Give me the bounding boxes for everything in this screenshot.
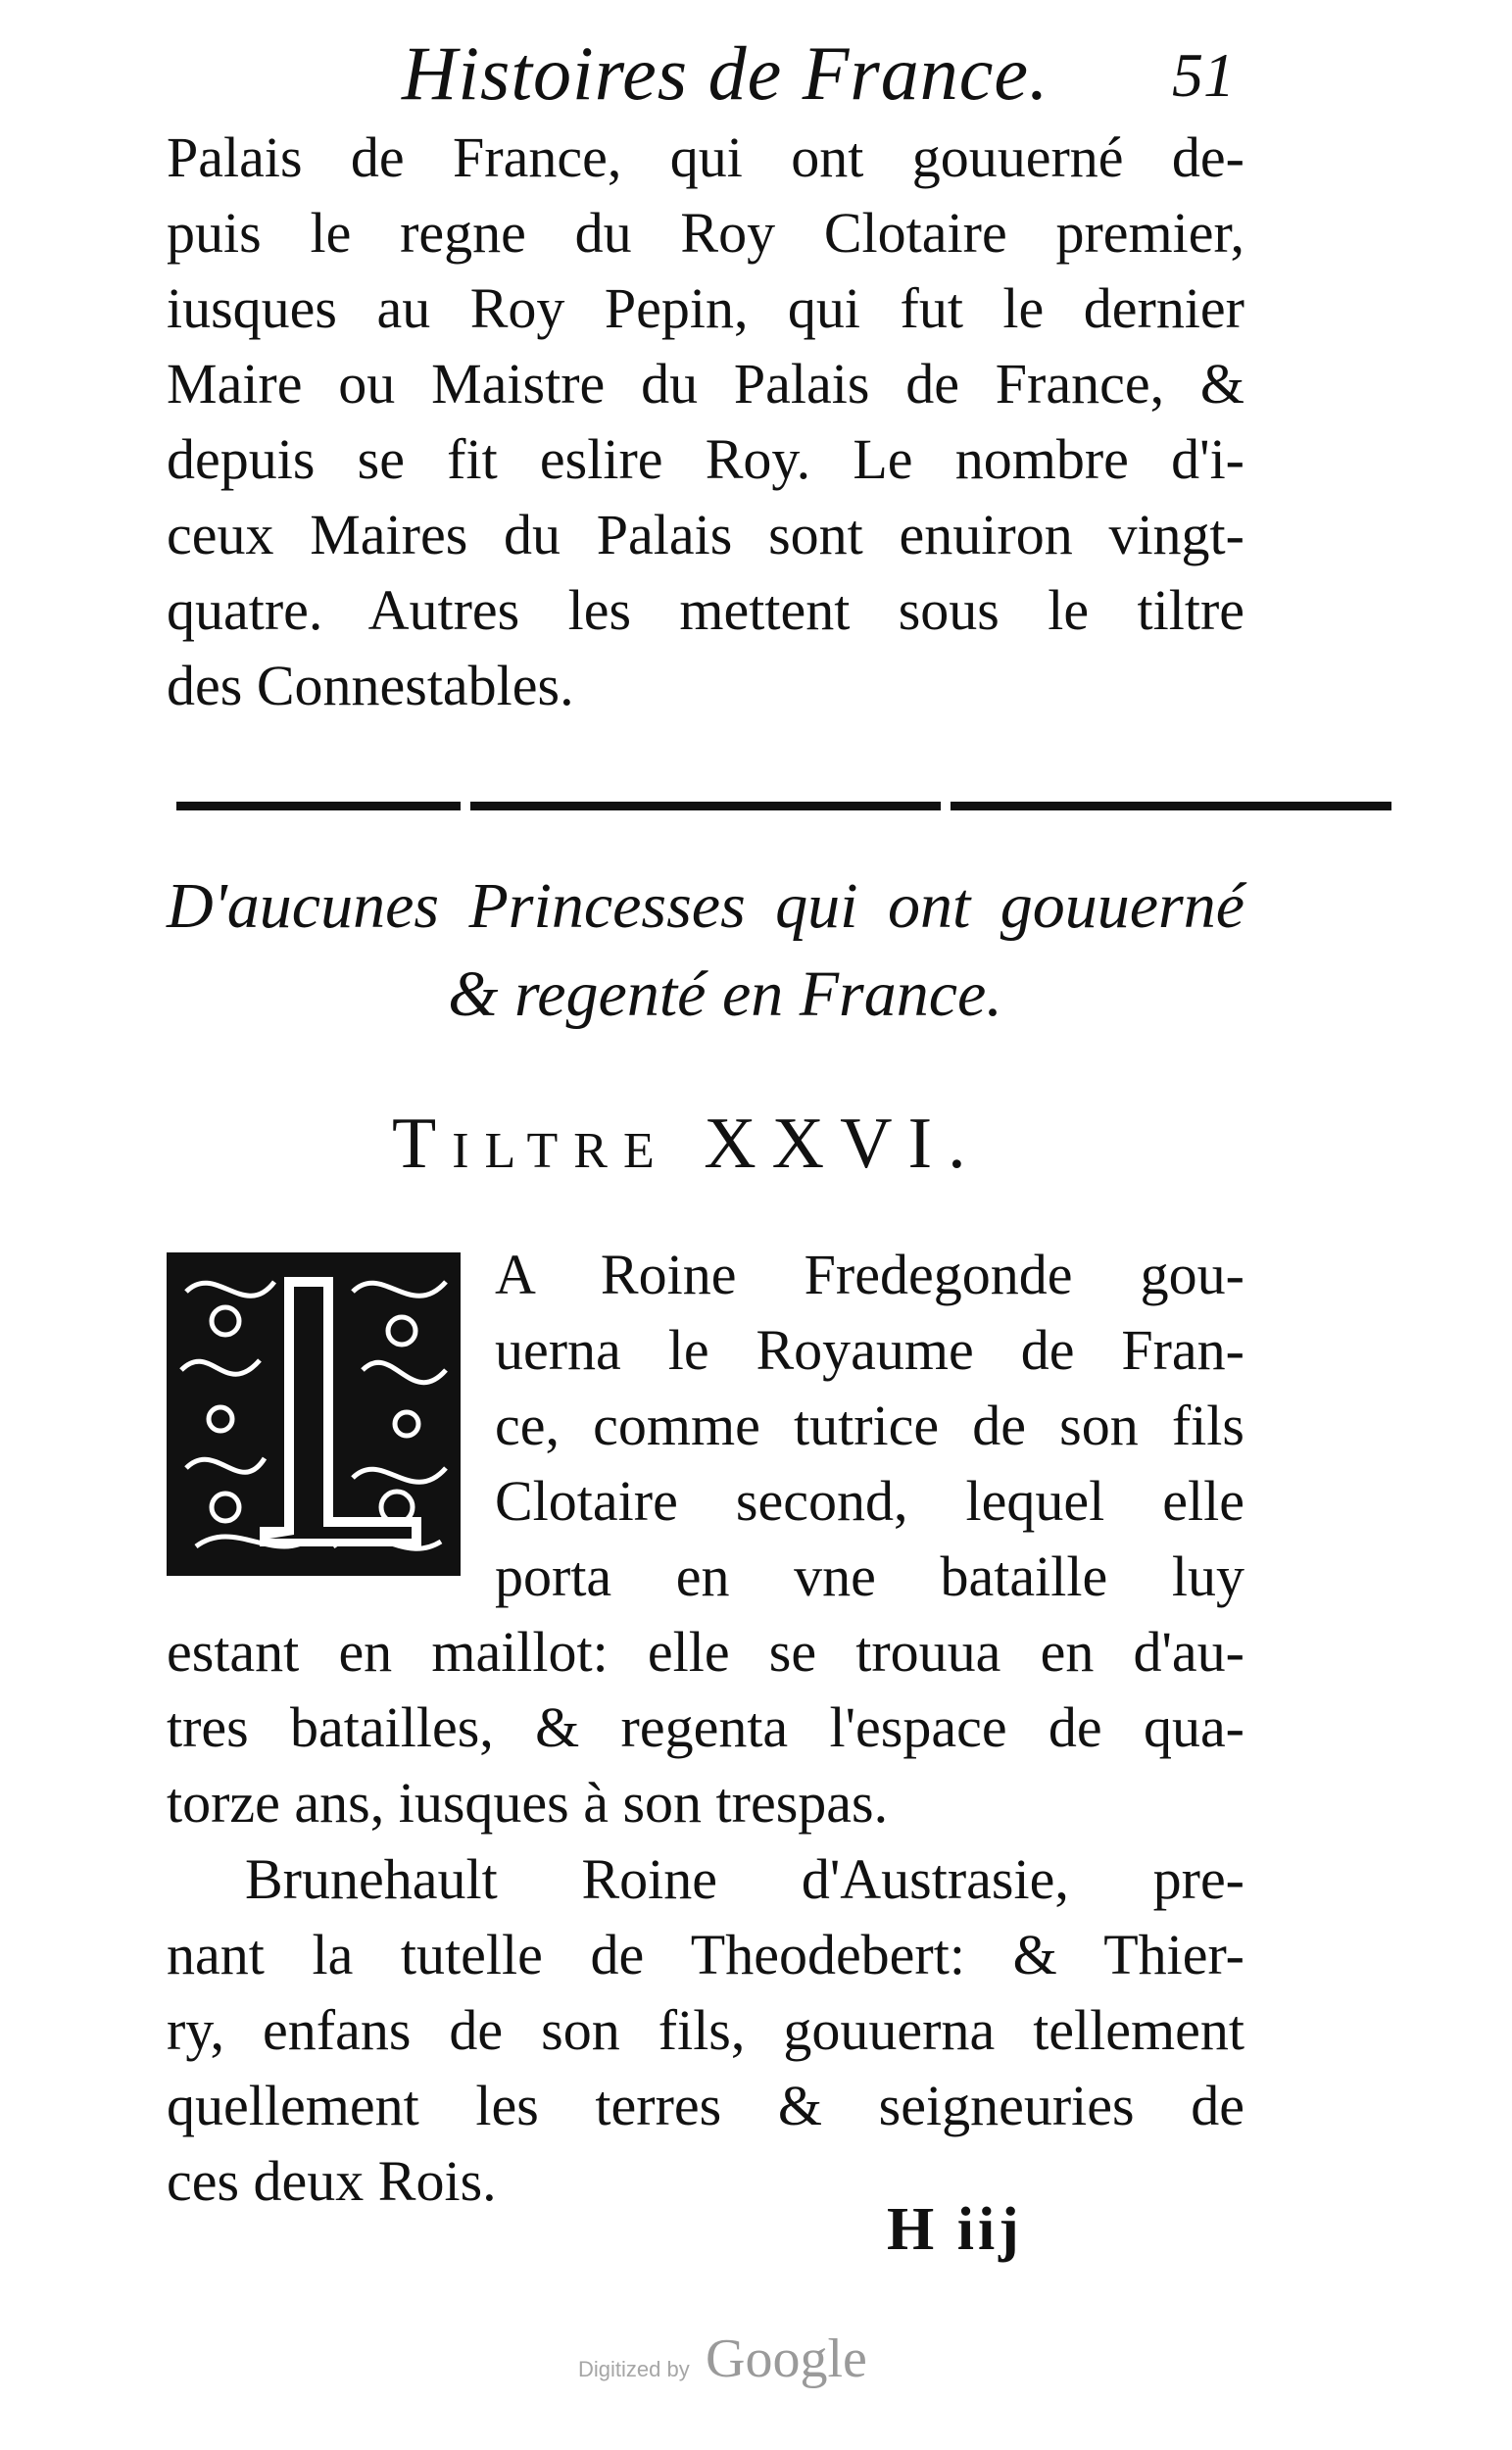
- text-line: ceux Maires du Palais sont enuiron vingt-: [167, 503, 1244, 566]
- text-line: des Connestables.: [167, 654, 574, 717]
- text-line: tres batailles, & regenta l'espace de qua-: [167, 1695, 1244, 1759]
- text-line: Palais de France, qui ont gouuerné de-: [167, 125, 1244, 189]
- text-line: Brunehault Roine d'Austrasie, pre-: [245, 1847, 1244, 1911]
- ornamental-initial: [167, 1252, 461, 1576]
- section-heading: [167, 862, 1244, 1039]
- text-line: estant en maillot: elle se trouua en d'au-: [167, 1620, 1244, 1684]
- text-line: torze ans, iusques à son trespas.: [167, 1771, 889, 1835]
- text-line: Clotaire second, lequel elle: [495, 1469, 1244, 1533]
- divider-rule: [176, 802, 461, 810]
- top-paragraph: [167, 120, 1244, 723]
- text-line: nant la tutelle de Theodebert: & Thier-: [167, 1923, 1244, 1986]
- heading-line-2: & regenté en France.: [448, 958, 1002, 1030]
- text-line: quellement les terres & seigneuries de: [167, 2074, 1244, 2137]
- watermark-logo-text: Google: [706, 2328, 867, 2389]
- text-line: ry, enfans de son fils, gouuerna tellement: [167, 1998, 1244, 2062]
- page-number: 51: [1172, 40, 1235, 110]
- chapter-title: Tiltre XXVI.: [392, 1103, 982, 1184]
- ornamental-initial-image: [167, 1252, 461, 1576]
- signature-mark: H iij: [887, 2196, 1023, 2263]
- text-line: ce, comme tutrice de son fils: [495, 1394, 1244, 1457]
- text-line: Maire ou Maistre du Palais de France, &: [167, 352, 1244, 416]
- divider-rule: [951, 802, 1391, 810]
- first-paragraph-beside-initial: [495, 1237, 1244, 1614]
- running-title: Histoires de France.: [402, 30, 1049, 116]
- text-line: iusques au Roy Pepin, qui fut le dernier: [167, 276, 1244, 340]
- text-line: quatre. Autres les mettent sous le tiltre: [167, 578, 1244, 642]
- text-line: puis le regne du Roy Clotaire premier,: [167, 201, 1244, 265]
- text-line: uerna le Royaume de Fran-: [495, 1318, 1244, 1382]
- heading-line-1: D'aucunes Princesses qui ont gouuerné: [167, 870, 1244, 942]
- digitized-watermark: [578, 2328, 911, 2396]
- first-paragraph-continued: [167, 1614, 1244, 1840]
- watermark-small-text: Digitized by: [578, 2357, 690, 2381]
- text-line: A Roine Fredegonde gou-: [495, 1243, 1244, 1306]
- section-divider: [176, 802, 1235, 815]
- running-head: [167, 29, 1235, 118]
- text-line: ces deux Rois.: [167, 2149, 497, 2213]
- divider-rule: [470, 802, 941, 810]
- second-paragraph: [167, 1841, 1244, 2219]
- text-line: depuis se fit eslire Roy. Le nombre d'i-: [167, 427, 1244, 491]
- text-line: porta en vne bataille luy: [495, 1544, 1244, 1608]
